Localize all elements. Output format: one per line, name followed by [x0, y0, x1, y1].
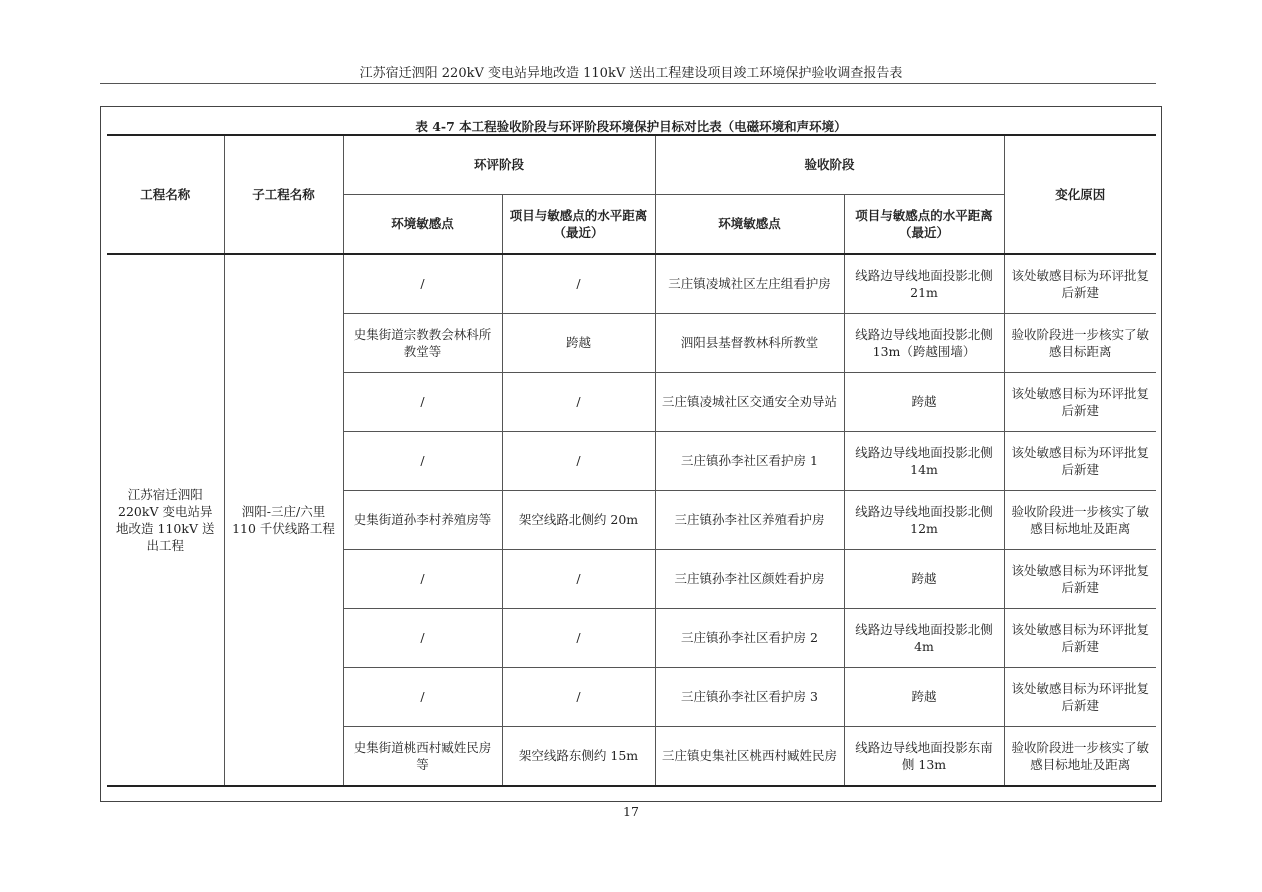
acc-distance-cell: 线路边导线地面投影北侧 13m（跨越围墙） — [844, 313, 1004, 372]
eia-point-cell: 史集街道桃西村臧姓民房等 — [343, 726, 502, 786]
table-row — [107, 254, 1156, 313]
subproject-name-cell: 泗阳-三庄/六里 110 千伏线路工程 — [224, 254, 343, 786]
acc-distance-cell: 线路边导线地面投影北侧 4m — [844, 608, 1004, 667]
acc-point-cell: 三庄镇孙李社区看护房 1 — [655, 431, 844, 490]
eia-point-cell: / — [343, 608, 502, 667]
eia-distance-cell: / — [502, 431, 655, 490]
eia-distance-cell: / — [502, 608, 655, 667]
header-eia-sensitive-point: 环境敏感点 — [343, 194, 502, 254]
reason-cell: 该处敏感目标为环评批复后新建 — [1004, 549, 1156, 608]
header-eia-stage: 环评阶段 — [343, 135, 655, 194]
acc-point-cell: 三庄镇史集社区桃西村臧姓民房 — [655, 726, 844, 786]
eia-point-cell: / — [343, 372, 502, 431]
acc-point-cell: 三庄镇孙李社区颜姓看护房 — [655, 549, 844, 608]
header-rule — [100, 83, 1156, 84]
acc-point-cell: 泗阳县基督教林科所教堂 — [655, 313, 844, 372]
eia-distance-cell: / — [502, 372, 655, 431]
acc-distance-cell: 线路边导线地面投影东南侧 13m — [844, 726, 1004, 786]
acc-distance-cell: 线路边导线地面投影北侧 12m — [844, 490, 1004, 549]
reason-cell: 验收阶段进一步核实了敏感目标地址及距离 — [1004, 726, 1156, 786]
eia-point-cell: / — [343, 549, 502, 608]
acc-point-cell: 三庄镇孙李社区养殖看护房 — [655, 490, 844, 549]
eia-distance-cell: 架空线路北侧约 20m — [502, 490, 655, 549]
acc-distance-cell: 跨越 — [844, 667, 1004, 726]
eia-distance-cell: / — [502, 254, 655, 313]
header-acceptance-stage: 验收阶段 — [655, 135, 1004, 194]
header-subproject: 子工程名称 — [224, 135, 343, 254]
acc-point-cell: 三庄镇凌城社区交通安全劝导站 — [655, 372, 844, 431]
acc-point-cell: 三庄镇孙李社区看护房 2 — [655, 608, 844, 667]
eia-distance-cell: / — [502, 549, 655, 608]
acc-point-cell: 三庄镇孙李社区看护房 3 — [655, 667, 844, 726]
comparison-table — [107, 134, 1156, 787]
eia-point-cell: / — [343, 431, 502, 490]
header-acc-distance: 项目与敏感点的水平距离（最近） — [844, 194, 1004, 254]
acc-distance-cell: 跨越 — [844, 372, 1004, 431]
acc-distance-cell: 线路边导线地面投影北侧 21m — [844, 254, 1004, 313]
page-number: 17 — [623, 804, 639, 819]
header-eia-distance: 项目与敏感点的水平距离（最近） — [502, 194, 655, 254]
eia-point-cell: 史集街道宗教教会林科所教堂等 — [343, 313, 502, 372]
acc-distance-cell: 线路边导线地面投影北侧 14m — [844, 431, 1004, 490]
reason-cell: 该处敏感目标为环评批复后新建 — [1004, 667, 1156, 726]
reason-cell: 验收阶段进一步核实了敏感目标距离 — [1004, 313, 1156, 372]
acc-point-cell: 三庄镇凌城社区左庄组看护房 — [655, 254, 844, 313]
reason-cell: 验收阶段进一步核实了敏感目标地址及距离 — [1004, 490, 1156, 549]
page-header-title: 江苏宿迁泗阳 220kV 变电站异地改造 110kV 送出工程建设项目竣工环境保护验收调查报告表 — [359, 66, 903, 81]
header-reason: 变化原因 — [1004, 135, 1156, 254]
reason-cell: 该处敏感目标为环评批复后新建 — [1004, 372, 1156, 431]
eia-distance-cell: 跨越 — [502, 313, 655, 372]
reason-cell: 该处敏感目标为环评批复后新建 — [1004, 254, 1156, 313]
eia-point-cell: / — [343, 667, 502, 726]
reason-cell: 该处敏感目标为环评批复后新建 — [1004, 608, 1156, 667]
table-caption: 表 4-7 本工程验收阶段与环评阶段环境保护目标对比表（电磁环境和声环境） — [415, 119, 847, 134]
project-name-cell: 江苏宿迁泗阳 220kV 变电站异地改造 110kV 送出工程 — [107, 254, 224, 786]
header-project: 工程名称 — [107, 135, 224, 254]
header-acc-sensitive-point: 环境敏感点 — [655, 194, 844, 254]
eia-distance-cell: / — [502, 667, 655, 726]
acc-distance-cell: 跨越 — [844, 549, 1004, 608]
eia-point-cell: / — [343, 254, 502, 313]
eia-distance-cell: 架空线路东侧约 15m — [502, 726, 655, 786]
reason-cell: 该处敏感目标为环评批复后新建 — [1004, 431, 1156, 490]
eia-point-cell: 史集街道孙李村养殖房等 — [343, 490, 502, 549]
